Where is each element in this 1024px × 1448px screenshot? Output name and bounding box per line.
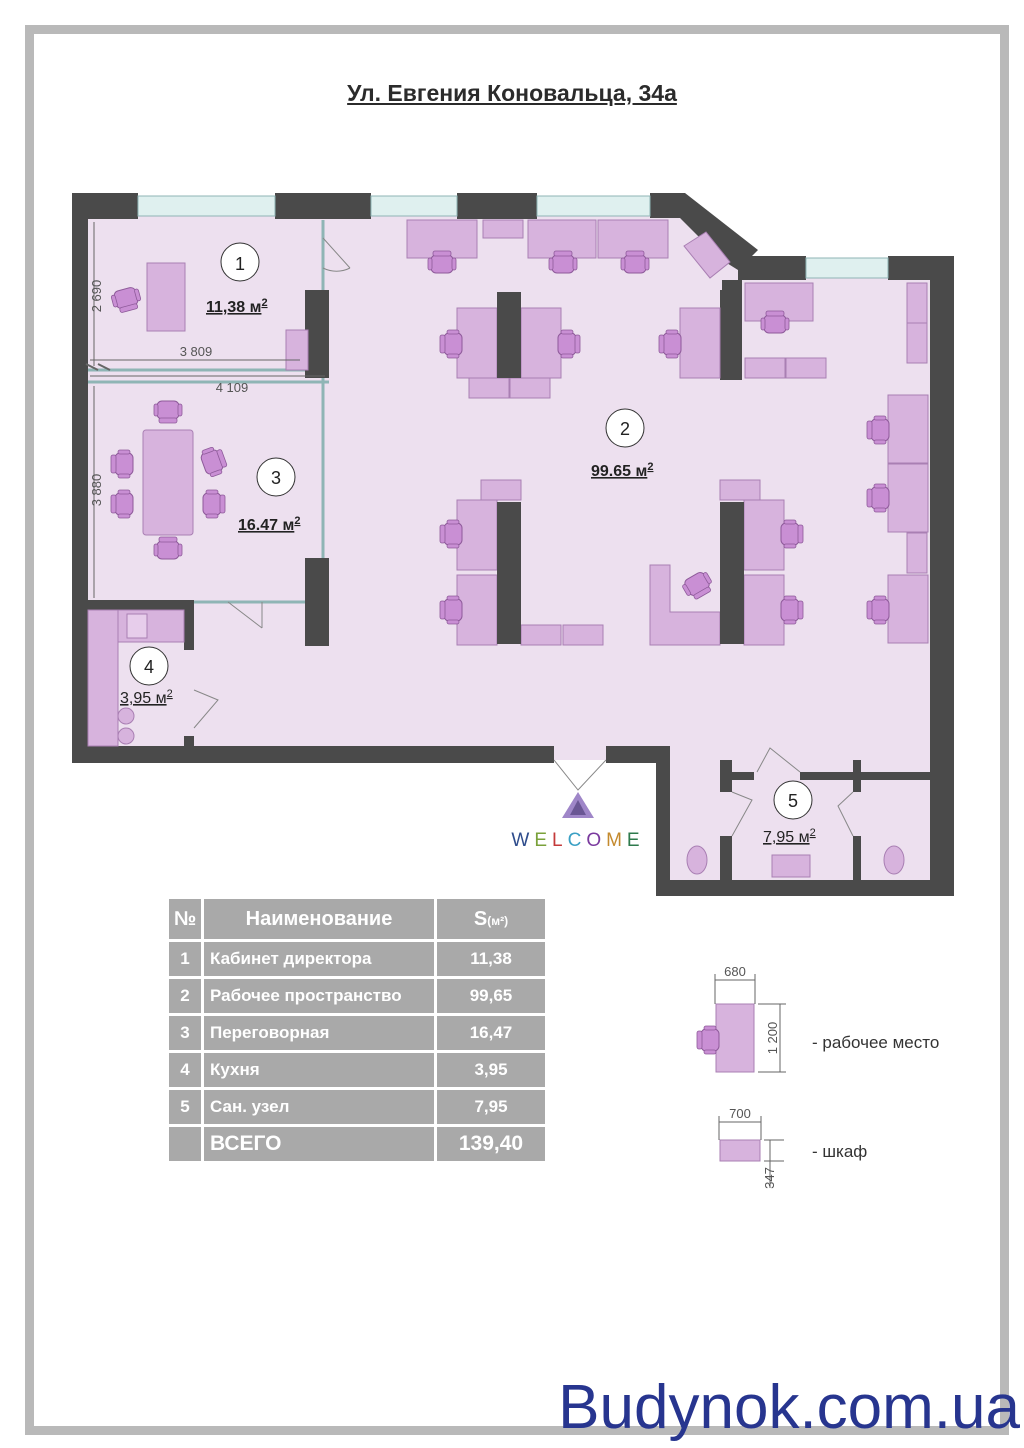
total-empty-cell [169,1127,201,1161]
welcome-letter: L [552,830,568,851]
welcome-letter: C [567,830,587,851]
row-num: 5 [169,1090,201,1124]
svg-text:4: 4 [143,657,155,677]
row-name: Кабинет директора [204,942,434,976]
table-total-row [169,1127,545,1161]
table-header-row [169,899,545,939]
welcome-letter: E [534,830,553,851]
col-header-area-symbol: S [473,907,488,930]
svg-text:2: 2 [619,419,631,439]
row-area: 99,65 [437,979,545,1013]
svg-text:3: 3 [270,468,282,488]
room-area-3: 16.47 м [238,517,295,534]
row-num: 2 [169,979,201,1013]
dimension-2690: 2 690 [89,279,104,313]
legend-cabinet [719,1106,867,1189]
cabinet-depth: 347 [762,1167,777,1189]
col-header-name: Наименование [204,899,434,939]
dimension-4109: 4 109 [215,380,249,395]
welcome-letter: M [606,830,627,851]
row-num: 1 [169,942,201,976]
room-area-1: 11,38 м [206,299,262,316]
table-row [169,979,545,1013]
cabinet-label: - шкаф [812,1142,868,1161]
total-value: 139,40 [437,1127,545,1161]
row-name: Сан. узел [204,1090,434,1124]
welcome-label [511,830,644,851]
legend [680,960,980,1200]
row-name: Переговорная [204,1016,434,1050]
room-area-4: 3,95 м [120,690,167,707]
welcome-letter: E [626,830,645,851]
welcome-letter: O [586,830,607,851]
row-area: 16,47 [437,1016,545,1050]
col-header-num: № [169,899,201,939]
welcome-letter: W [511,830,535,851]
col-header-area-unit: (м²) [487,913,509,928]
area-table [166,896,548,1164]
svg-text:16.47 м2: 16.47 $м^2$ [238,515,301,534]
room-area-2: 99.65 м [591,463,648,480]
desk-depth: 1 200 [765,1021,780,1055]
row-num: 4 [169,1053,201,1087]
row-name: Кухня [204,1053,434,1087]
row-num: 3 [169,1016,201,1050]
room-area-5: 7,95 м [763,829,810,846]
svg-text:5: 5 [787,791,799,811]
entrance-marker [511,792,644,851]
desk-width: 680 [724,964,746,979]
cabinet-width: 700 [729,1106,751,1121]
dimension-3809: 3 809 [179,344,213,359]
svg-text:1: 1 [234,254,246,274]
col-header-area [437,899,545,939]
row-name: Рабочее пространство [204,979,434,1013]
svg-text:3,95 м2: 3,95 $м^2$ [120,688,173,707]
svg-text:7,95 м2: 7,95 $м^2$ [763,827,816,846]
watermark: Budynok.com.ua [558,1373,1020,1442]
table-row [169,942,545,976]
row-area: 7,95 [437,1090,545,1124]
dimension-3880: 3 880 [89,473,104,507]
table-row [169,1016,545,1050]
desk-label: - рабочее место [812,1033,940,1052]
svg-text:11,38 м2: 11,38 $м^2$ [206,297,268,316]
legend-desk [697,964,939,1072]
row-area: 11,38 [437,942,545,976]
page-title: Ул. Евгения Коновальца, 34а [347,80,677,106]
row-area: 3,95 [437,1053,545,1087]
total-label: ВСЕГО [204,1127,434,1161]
svg-text:99.65 м2: 99.65 $м^2$ [591,461,654,480]
table-row [169,1053,545,1087]
table-row [169,1090,545,1124]
